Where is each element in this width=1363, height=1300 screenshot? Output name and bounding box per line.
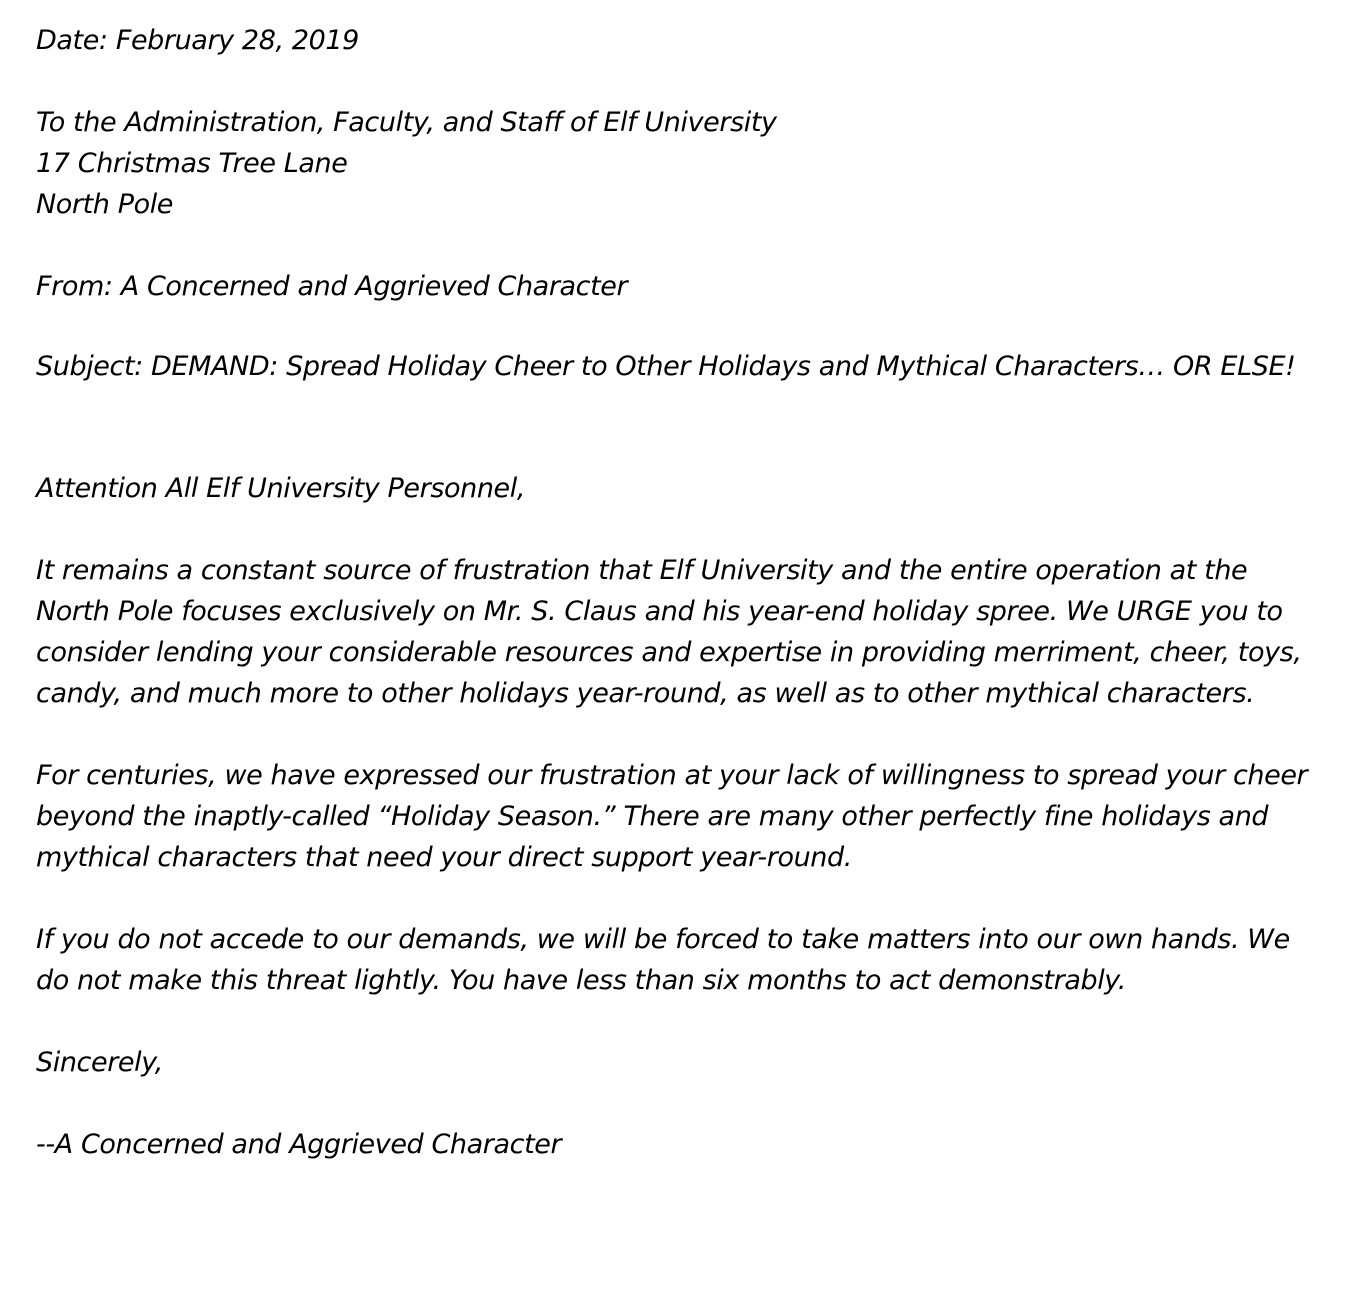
- spacer: [36, 878, 1326, 919]
- date-line: Date: February 28, 2019: [36, 25, 359, 56]
- from-line: From: A Concerned and Aggrieved Character: [36, 271, 628, 302]
- spacer: [36, 1001, 1326, 1042]
- spacer: [36, 1083, 1326, 1124]
- signature: --A Concerned and Aggrieved Character: [36, 1129, 562, 1160]
- recipient-line-2: 17 Christmas Tree Lane: [36, 148, 348, 179]
- spacer: [36, 509, 1326, 550]
- recipient-line-1: To the Administration, Faculty, and Staff of Elf University: [36, 107, 777, 138]
- recipient-line-3: North Pole: [36, 189, 174, 220]
- spacer: [36, 307, 1326, 348]
- spacer: [36, 385, 1326, 468]
- subject-line: Subject: DEMAND: Spread Holiday Cheer to Other Holidays and Mythical Characters… OR ELSE!: [36, 351, 1296, 382]
- body-paragraph-3: If you do not accede to our demands, we will be forced to take matters into our own hands. We do not make this threat lightly. You have less than six months to act demonstrably.: [36, 924, 1290, 996]
- spacer: [36, 61, 1326, 102]
- spacer: [36, 714, 1326, 755]
- body-paragraph-1: It remains a constant source of frustration that Elf University and the entire operation at the North Pole focuses exclusively on Mr. S. Claus and his year-end holiday spree. We URGE you to consider lending your considerable resources and expertise in providing merriment, cheer, toys, candy, and much more to other holidays year-round, as well as to other mythical characters.: [36, 555, 1302, 709]
- body-paragraph-2: For centuries, we have expressed our frustration at your lack of willingness to spread your cheer beyond the inaptly-called “Holiday Season.” There are many other perfectly fine holidays and mythical characters that need your direct support year-round.: [36, 760, 1308, 873]
- salutation: Attention All Elf University Personnel,: [36, 473, 526, 504]
- spacer: [36, 225, 1326, 266]
- letter: [36, 20, 1326, 1165]
- closing: Sincerely,: [36, 1047, 163, 1078]
